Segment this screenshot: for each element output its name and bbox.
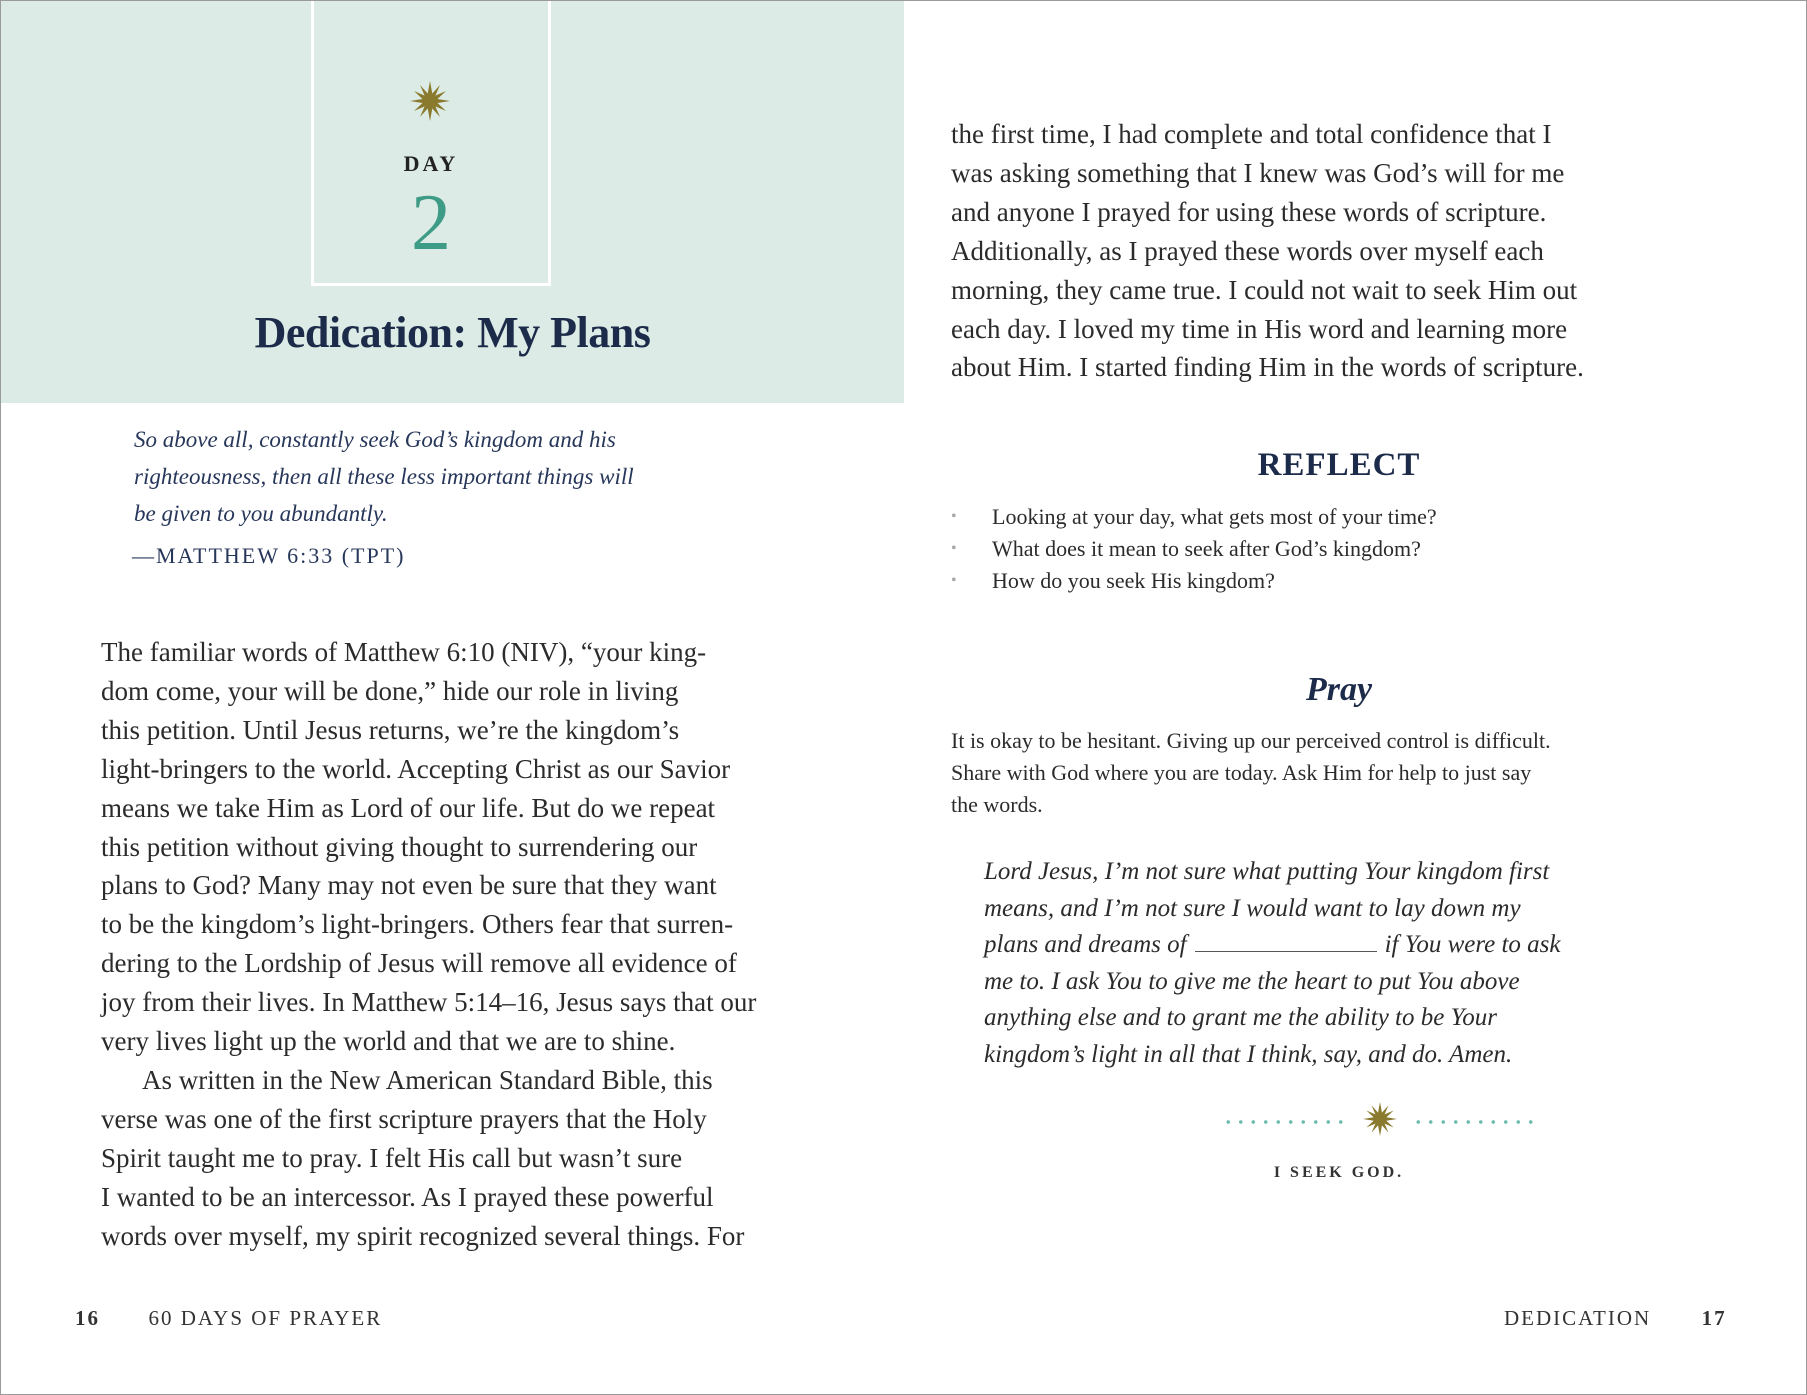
body-line: this petition. Until Jesus returns, we’re the kingdom’s <box>101 714 680 745</box>
pray-intro-line: Share with God where you are today. Ask Him for help to just say <box>951 760 1532 785</box>
prayer-fragment: plans and dreams of <box>984 931 1187 959</box>
list-item <box>951 533 1437 565</box>
body-line: The familiar words of Matthew 6:10 (NIV), “your king- <box>101 637 707 667</box>
chapter-title: Dedication: My Plans <box>254 308 651 357</box>
body-text-left <box>101 633 781 1256</box>
body-line: dering to the Lordship of Jesus will remove all evidence of <box>101 948 737 979</box>
body-line: each day. I loved my time in His word and learning more <box>951 313 1568 344</box>
prayer-text <box>984 854 1624 1074</box>
list-item <box>951 501 1437 533</box>
page-number: 16 <box>75 1306 100 1330</box>
right-page <box>904 1 1806 1394</box>
section-ornament <box>904 1102 1774 1142</box>
pray-intro-line: It is okay to be hesitant. Giving up our perceived control is difficult. <box>951 728 1551 753</box>
body-line: means we take Him as Lord of our life. But do we repeat <box>101 792 716 823</box>
body-line: plans to God? Many may not even be sure that they want <box>101 870 717 901</box>
body-line: to be the kingdom’s light-bringers. Others fear that surren- <box>101 909 734 940</box>
body-line: light-bringers to the world. Accepting Christ as our Savior <box>101 753 731 784</box>
body-line: As written in the New American Standard Bible, this <box>142 1064 713 1095</box>
star-burst-icon <box>1363 1102 1397 1136</box>
pray-heading: Pray <box>1305 671 1373 708</box>
closing-affirmation: I SEEK GOD. <box>1273 1164 1405 1181</box>
epigraph-line: righteousness, then all these less important things will <box>134 464 634 489</box>
epigraph-reference: —MATTHEW 6:33 (TPT) <box>132 543 406 568</box>
day-box <box>311 1 551 286</box>
footer-right <box>1504 1306 1727 1331</box>
reflect-list <box>951 501 1437 597</box>
body-line: joy from their lives. In Matthew 5:14–16, Jesus says that our <box>101 987 757 1018</box>
reflect-heading: REFLECT <box>1257 447 1421 483</box>
body-line: Spirit taught me to pray. I felt His call but wasn’t sure <box>101 1142 683 1173</box>
body-line: words over myself, my spirit recognized several things. For <box>101 1220 745 1251</box>
star-burst-icon <box>410 81 450 121</box>
body-line: Additionally, as I prayed these words over myself each <box>951 235 1544 266</box>
pray-intro-line: the words. <box>951 792 1043 817</box>
reflect-question: How do you seek His kingdom? <box>992 568 1275 593</box>
day-number: 2 <box>411 179 451 267</box>
body-line: morning, they came true. I could not wait to seek Him out <box>951 274 1578 305</box>
running-head-section: DEDICATION <box>1504 1306 1652 1330</box>
epigraph-line: So above all, constantly seek God’s kingdom and his <box>134 427 616 452</box>
prayer-line: Lord Jesus, I’m not sure what putting Your kingdom first <box>984 858 1550 885</box>
day-header-band <box>1 1 904 403</box>
body-line: about Him. I started finding Him in the words of scripture. <box>951 352 1584 383</box>
body-line: dom come, your will be done,” hide our role in living <box>101 675 679 706</box>
body-text-right <box>951 115 1671 387</box>
prayer-line: me to. I ask You to give me the heart to put You above <box>984 967 1520 995</box>
day-label: DAY <box>403 151 459 176</box>
epigraph-line: be given to you abundantly. <box>134 501 388 526</box>
dotted-rule-right <box>1412 1120 1537 1124</box>
list-item <box>951 565 1437 597</box>
prayer-line: kingdom’s light in all that I think, say, and do. Amen. <box>984 1040 1513 1068</box>
footer-left <box>75 1306 382 1331</box>
body-line: and anyone I prayed for using these words of scripture. <box>951 196 1547 227</box>
body-line: the first time, I had complete and total confidence that I <box>951 119 1552 149</box>
bullet-icon: • <box>951 508 957 525</box>
left-page <box>1 1 904 1394</box>
pray-intro <box>951 725 1651 821</box>
prayer-line: anything else and to grant me the ability to be Your <box>984 1004 1497 1032</box>
reflect-question: What does it mean to seek after God’s kingdom? <box>992 536 1421 561</box>
bullet-icon: • <box>951 540 957 557</box>
bullet-icon: • <box>951 572 957 589</box>
body-line: I wanted to be an intercessor. As I prayed these powerful <box>101 1181 714 1212</box>
reflect-question: Looking at your day, what gets most of your time? <box>992 504 1437 529</box>
prayer-fragment: if You were to ask <box>1384 931 1561 959</box>
body-line: verse was one of the first scripture prayers that the Holy <box>101 1103 707 1134</box>
running-head-book-title: 60 DAYS OF PRAYER <box>148 1306 383 1330</box>
page-number: 17 <box>1701 1306 1727 1330</box>
dotted-rule-left <box>1222 1120 1347 1124</box>
body-line: was asking something that I knew was God’s will for me <box>951 157 1565 188</box>
body-line: very lives light up the world and that we are to shine. <box>101 1026 676 1057</box>
fill-in-blank[interactable] <box>1195 933 1377 952</box>
prayer-line-with-blank <box>984 927 1624 964</box>
body-line: this petition without giving thought to surrendering our <box>101 831 698 862</box>
prayer-line: means, and I’m not sure I would want to lay down my <box>984 894 1521 922</box>
epigraph-quote <box>134 421 694 532</box>
